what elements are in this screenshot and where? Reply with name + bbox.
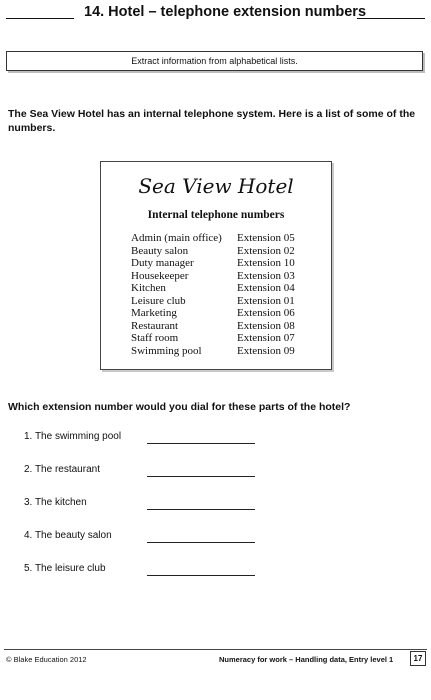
department-name: Marketing [131, 307, 177, 319]
extension-list [131, 232, 321, 357]
answer-blank[interactable] [147, 509, 255, 510]
extension-row [131, 245, 321, 258]
header-rule-right [357, 18, 425, 19]
answer-blank[interactable] [147, 542, 255, 543]
extension-row [131, 320, 321, 333]
department-name: Swimming pool [131, 344, 202, 357]
extension-number: Extension 09 [237, 344, 295, 357]
question-label: 2. The restaurant [24, 464, 100, 475]
instruction-box: Extract information from alphabetical lists. [6, 51, 423, 71]
extension-row [131, 307, 321, 320]
department-name: Kitchen [131, 282, 166, 294]
extension-row [131, 345, 321, 358]
copyright-notice: © Blake Education 2012 [6, 655, 87, 664]
phone-list-subtitle: Internal telephone numbers [147, 209, 285, 221]
extension-row [131, 332, 321, 345]
department-name: Duty manager [131, 257, 194, 269]
header-rule-left [6, 18, 74, 19]
question-item-restaurant [24, 464, 424, 486]
extension-number: Extension 05 [237, 232, 295, 244]
extension-row [131, 270, 321, 283]
extension-row [131, 295, 321, 308]
hotel-name: Sea View Hotel [138, 174, 294, 198]
extension-row [131, 257, 321, 270]
department-name: Beauty salon [131, 244, 189, 257]
department-name: Staff room [131, 332, 179, 344]
extension-number: Extension 03 [237, 269, 295, 282]
question-label: 5. The leisure club [24, 563, 106, 574]
book-title: Numeracy for work – Handling data, Entry level 1 [219, 655, 394, 664]
extension-number: Extension 10 [237, 257, 295, 269]
question-item-kitchen [24, 497, 424, 519]
answer-blank[interactable] [147, 476, 255, 477]
question-prompt: Which extension number would you dial for these parts of the hotel? [8, 401, 351, 413]
answer-blank[interactable] [147, 443, 255, 444]
department-name: Admin (main office) [131, 232, 222, 244]
page-header [0, 4, 431, 24]
page-title: 14. Hotel – telephone extension numbers [84, 4, 367, 20]
extension-row [131, 232, 321, 245]
question-item-swimming-pool [24, 431, 424, 453]
extension-row [131, 282, 321, 295]
question-label: 3. The kitchen [24, 497, 87, 508]
page-number: 17 [410, 651, 426, 666]
question-label: 1. The swimming pool [24, 431, 122, 442]
extension-number: Extension 01 [237, 294, 295, 307]
answer-blank[interactable] [147, 575, 255, 576]
department-name: Restaurant [131, 319, 179, 332]
hotel-phone-list-card [100, 161, 332, 370]
department-name: Housekeeper [131, 269, 189, 282]
question-item-beauty-salon [24, 530, 424, 552]
extension-number: Extension 06 [237, 307, 295, 319]
department-name: Leisure club [131, 294, 186, 307]
intro-paragraph: The Sea View Hotel has an internal telephone system. Here is a list of some of the numbers. [8, 108, 416, 134]
extension-number: Extension 04 [237, 282, 295, 294]
extension-number: Extension 02 [237, 244, 295, 257]
footer-rule [4, 649, 427, 650]
question-label: 4. The beauty salon [24, 530, 112, 541]
extension-number: Extension 08 [237, 319, 295, 332]
extension-number: Extension 07 [237, 332, 295, 344]
question-item-leisure-club [24, 563, 424, 585]
